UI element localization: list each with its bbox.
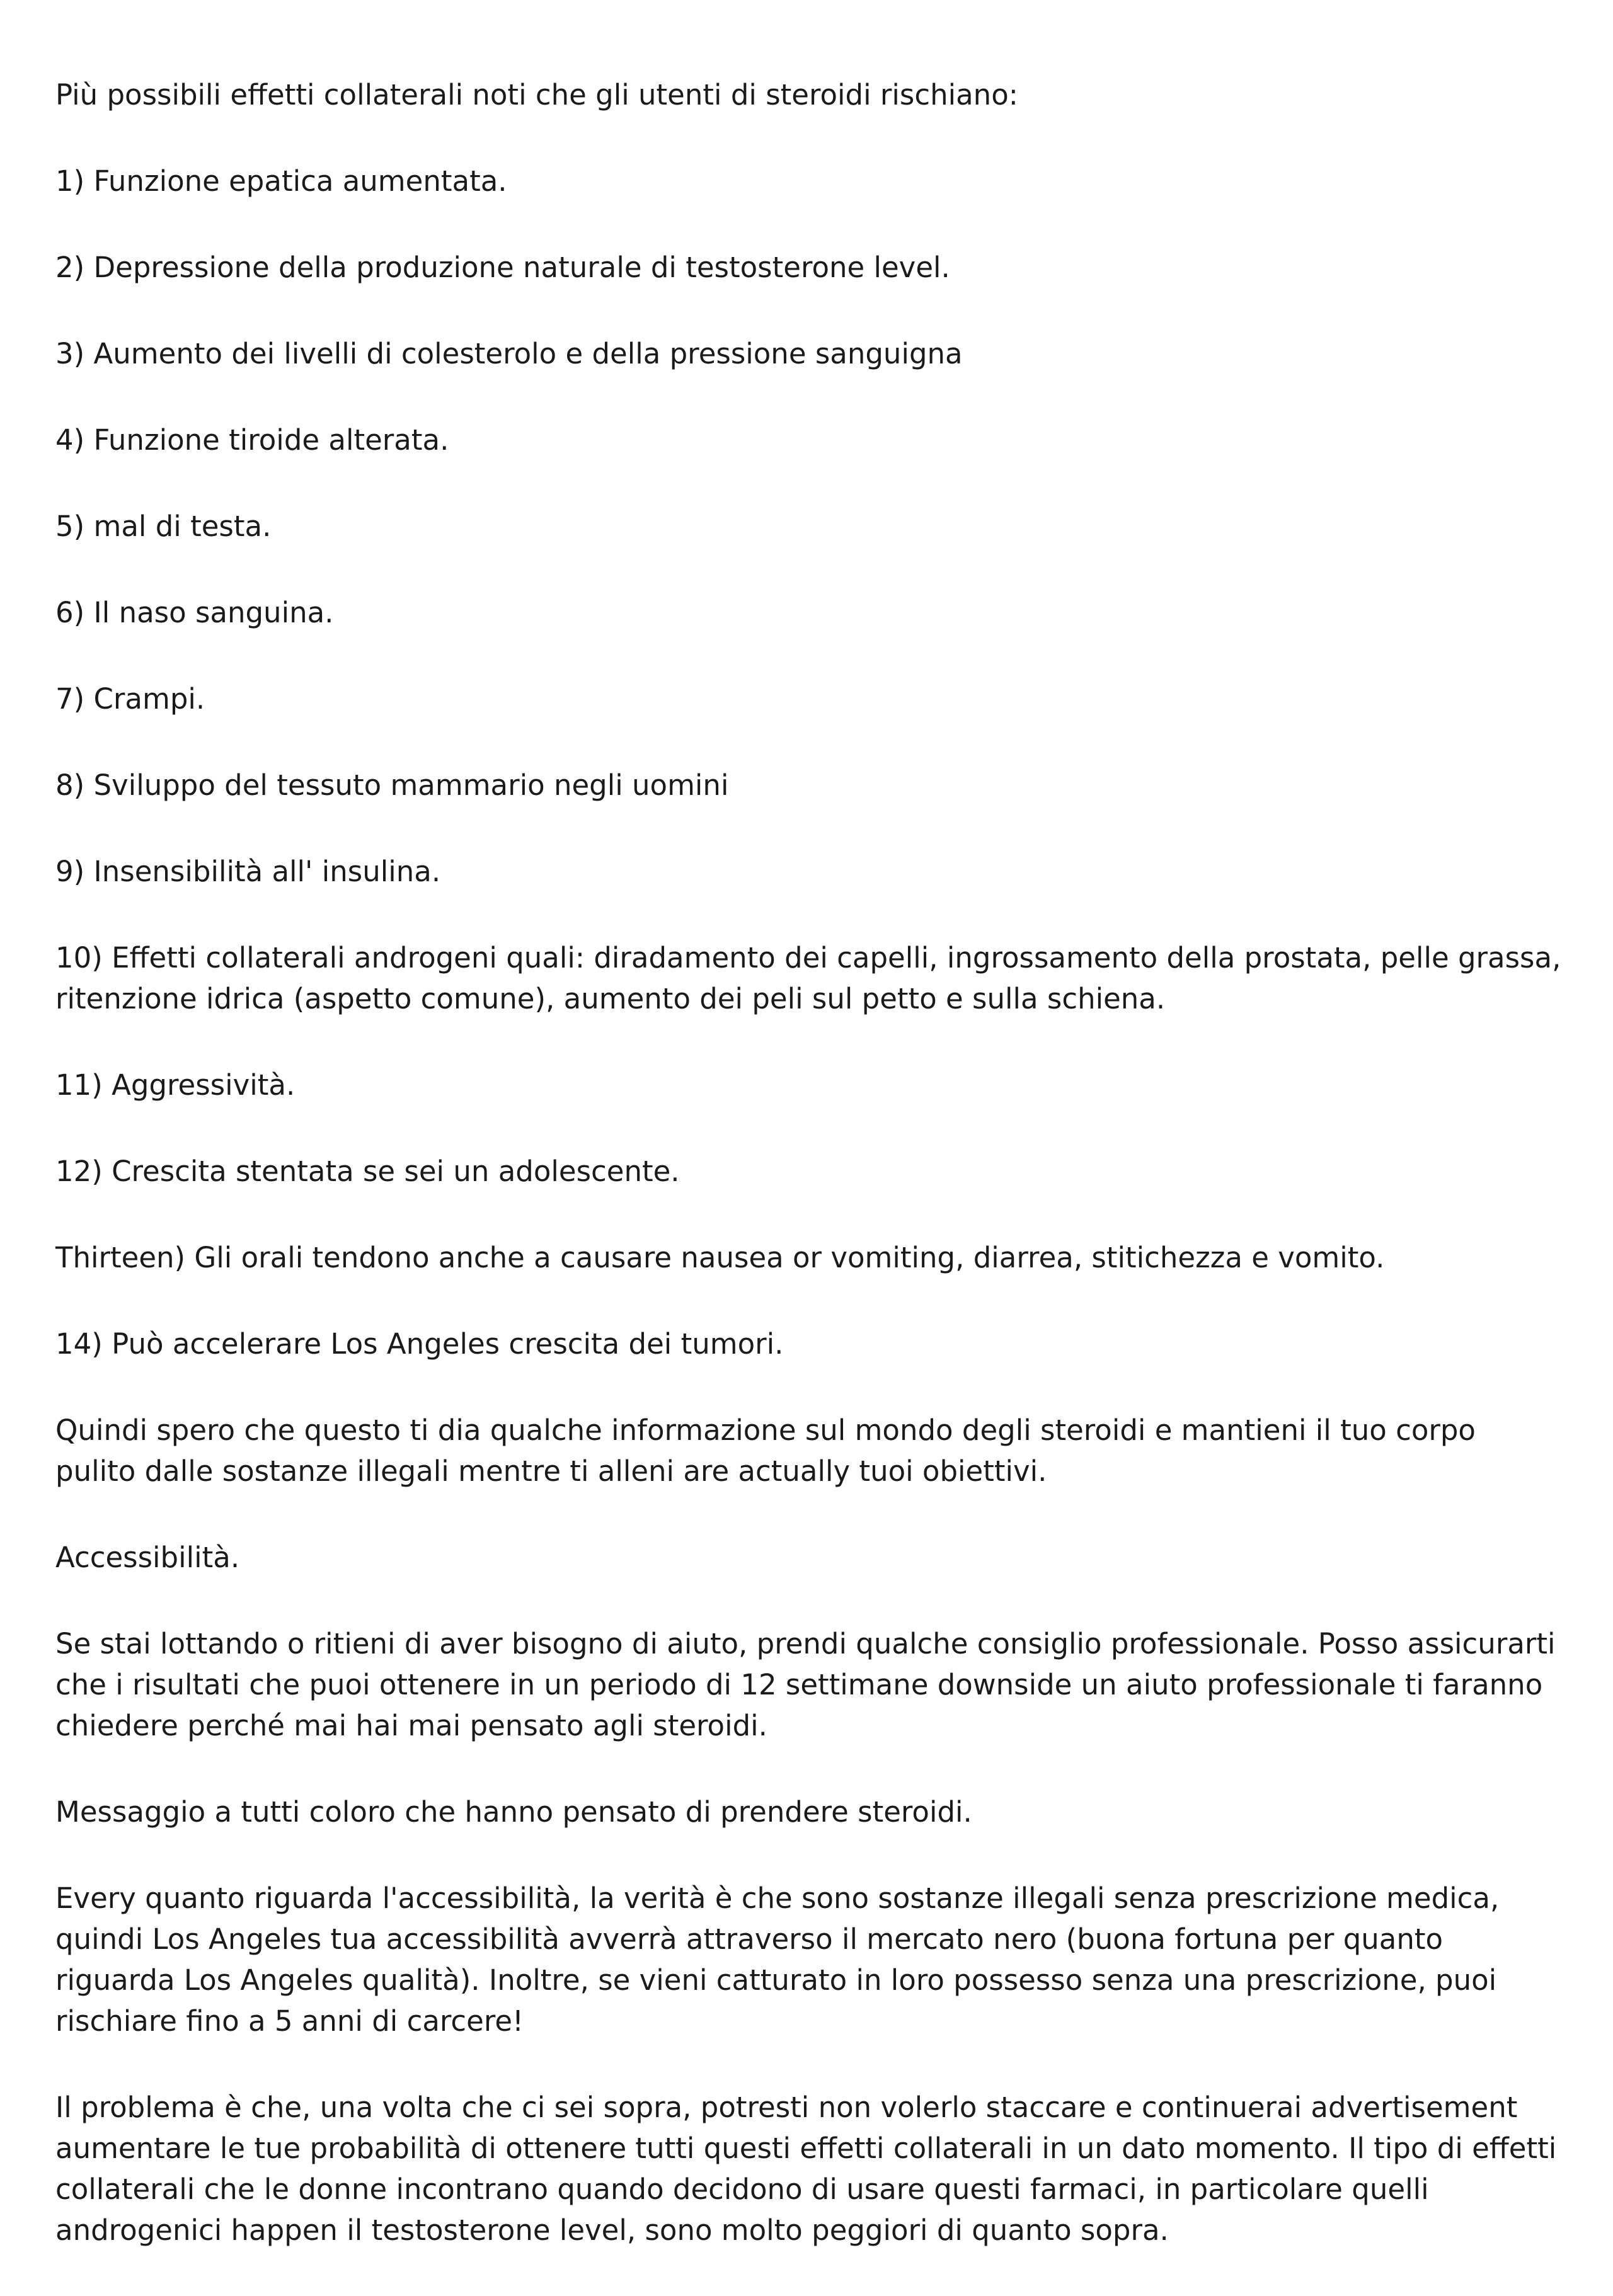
conclusion-paragraph: Quindi spero che questo ti dia qualche informazione sul mondo degli steroidi e mantieni il tuo corpo pulito dalle sostanze illegali mentre ti alleni are actually tuoi obiettivi. bbox=[55, 1414, 1476, 1488]
list-item-13: Thirteen) Gli orali tendono anche a causare nausea or vomiting, diarrea, stitichezza e vomito. bbox=[55, 1241, 1385, 1274]
list-item-11: 11) Aggressività. bbox=[55, 1068, 296, 1102]
list-item-3: 3) Aumento dei livelli di colesterolo e della pressione sanguigna bbox=[55, 337, 963, 370]
list-item-5: 5) mal di testa. bbox=[55, 510, 272, 543]
list-item-14: 14) Può accelerare Los Angeles crescita dei tumori. bbox=[55, 1327, 784, 1361]
list-item-2: 2) Depressione della produzione naturale di testosterone level. bbox=[55, 251, 950, 284]
accessibility-paragraph: Every quanto riguarda l'accessibilità, la verità è che sono sostanze illegali senza prescrizione medica, quindi Los Angeles tua accessibilità avverrà attraverso il mercato nero (buona fortuna per quanto riguarda Los Angeles qualità). Inoltre, se vieni catturato in loro possesso senza una prescrizione, puoi rischiare fino a 5 anni di carcere! bbox=[55, 1882, 1500, 2038]
list-item-7: 7) Crampi. bbox=[55, 682, 205, 716]
list-item-6: 6) Il naso sanguina. bbox=[55, 596, 334, 629]
list-item-1: 1) Funzione epatica aumentata. bbox=[55, 164, 507, 198]
message-heading: Messaggio a tutti coloro che hanno pensato di prendere steroidi. bbox=[55, 1795, 972, 1829]
list-item-10: 10) Effetti collaterali androgeni quali: diradamento dei capelli, ingrossamento della prostata, pelle grassa, ritenzione idrica (aspetto comune), aumento dei peli sul petto e sulla schiena. bbox=[55, 941, 1561, 1015]
list-item-8: 8) Sviluppo del tessuto mammario negli uomini bbox=[55, 768, 729, 802]
list-item-9: 9) Insensibilità all' insulina. bbox=[55, 855, 441, 888]
accessibility-heading: Accessibilità. bbox=[55, 1541, 240, 1574]
list-item-4: 4) Funzione tiroide alterata. bbox=[55, 423, 449, 457]
problem-paragraph: Il problema è che, una volta che ci sei sopra, potresti non volerlo staccare e continuerai advertisement aumentare le tue probabilità di ottenere tutti questi effetti collaterali in un dato momento. Il tipo di effetti collaterali che le donne incontrano quando decidono di usare questi farmaci, in particolare quelli androgenici happen il testosterone level, sono molto peggiori di quanto sopra. bbox=[55, 2091, 1557, 2247]
intro-paragraph: Più possibili effetti collaterali noti che gli utenti di steroidi rischiano: bbox=[55, 78, 1018, 111]
help-paragraph: Se stai lottando o ritieni di aver bisogno di aiuto, prendi qualche consiglio professionale. Posso assicurarti che i risultati che puoi ottenere in un periodo di 12 settimane downside un aiuto professionale ti faranno chiedere perché mai hai mai pensato agli steroidi. bbox=[55, 1627, 1556, 1742]
list-item-12: 12) Crescita stentata se sei un adolescente. bbox=[55, 1155, 680, 1188]
document-body bbox=[55, 74, 1561, 2296]
